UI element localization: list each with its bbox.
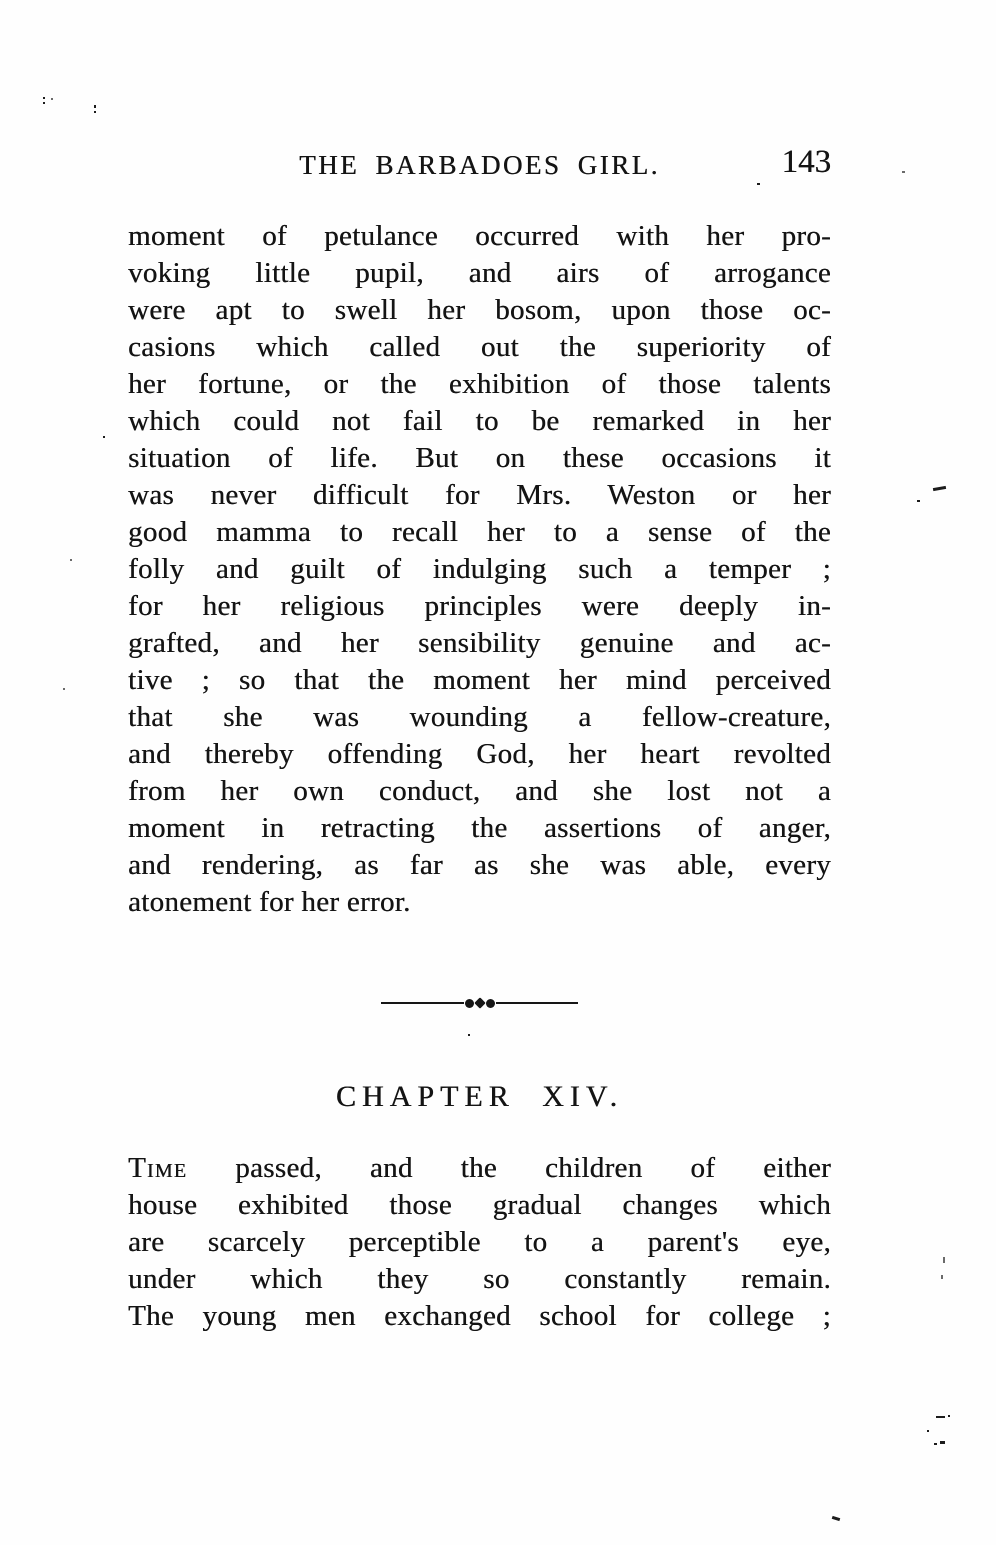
scan-speck	[941, 1275, 943, 1279]
paragraph1-line: grafted, and her sensibility genuine and ac-	[128, 627, 831, 659]
paragraph1-line: tive ; so that the moment her mind perceived	[128, 664, 831, 696]
paragraph1-line: and thereby offending God, her heart revolted	[128, 738, 831, 770]
divider-rule-right	[496, 1002, 579, 1004]
scan-speck	[934, 1443, 937, 1445]
paragraph2-line	[128, 1150, 831, 1187]
scan-speck	[94, 111, 96, 113]
scan-speck	[43, 97, 45, 99]
scan-speck	[933, 486, 946, 491]
paragraph1-line: moment in retracting the assertions of anger,	[128, 812, 831, 844]
scan-speck	[917, 500, 920, 502]
paragraph-1	[128, 218, 831, 921]
diamond-icon	[474, 997, 485, 1008]
paragraph2-line: under which they so constantly remain.	[128, 1263, 831, 1295]
scan-speck	[943, 1257, 945, 1263]
paragraph1-line: casions which called out the superiority of	[128, 331, 831, 363]
divider-rule-left	[381, 1002, 464, 1004]
lead-word-smallcaps: Time	[128, 1152, 188, 1184]
paragraph1-line: were apt to swell her bosom, upon those oc-	[128, 294, 831, 326]
scan-speck	[103, 436, 105, 438]
paragraph2-line: house exhibited those gradual changes which	[128, 1189, 831, 1221]
chapter-heading: CHAPTER XIV.	[335, 1080, 624, 1113]
scan-speck	[468, 1034, 470, 1036]
paragraph2-line-text: passed, and the children of either	[235, 1152, 831, 1184]
running-head	[128, 144, 831, 190]
paragraph2-line: are scarcely perceptible to a parent's eye,	[128, 1226, 831, 1258]
paragraph1-line: her fortune, or the exhibition of those talents	[128, 368, 831, 400]
page-number: 143	[781, 144, 831, 180]
paragraph1-line: atonement for her error.	[128, 886, 411, 918]
paragraph1-line: good mamma to recall her to a sense of the	[128, 516, 831, 548]
scan-speck	[940, 1441, 945, 1444]
dot-icon	[486, 999, 495, 1008]
scan-speck	[927, 1430, 929, 1432]
scan-speck	[51, 98, 53, 100]
scan-speck	[94, 105, 96, 108]
paragraph2-line: The young men exchanged school for college ;	[128, 1300, 831, 1332]
scan-speck	[63, 688, 65, 690]
paragraph1-line: and rendering, as far as she was able, every	[128, 849, 831, 881]
scan-speck	[948, 1415, 950, 1417]
paragraph-2	[128, 1150, 831, 1335]
paragraph1-line: moment of petulance occurred with her pro-	[128, 220, 831, 252]
paragraph1-line: from her own conduct, and she lost not a	[128, 775, 831, 807]
dot-icon	[465, 999, 474, 1008]
paragraph1-line: situation of life. But on these occasions it	[128, 442, 831, 474]
paragraph1-line: for her religious principles were deeply in-	[128, 590, 831, 622]
paragraph1-line: which could not fail to be remarked in her	[128, 405, 831, 437]
scan-speck	[832, 1516, 841, 1521]
scan-speck	[43, 102, 45, 104]
scan-speck	[902, 171, 905, 173]
scan-speck	[70, 559, 72, 561]
paragraph1-line: was never difficult for Mrs. Weston or her	[128, 479, 831, 511]
section-divider	[381, 995, 578, 1011]
scan-speck	[936, 1416, 945, 1418]
paragraph1-line: that she was wounding a fellow-creature,	[128, 701, 831, 733]
page-title: THE BARBADOES GIRL.	[299, 150, 660, 180]
scan-speck	[757, 183, 760, 185]
paragraph1-line: voking little pupil, and airs of arrogance	[128, 257, 831, 289]
paragraph1-line: folly and guilt of indulging such a temper ;	[128, 553, 831, 585]
